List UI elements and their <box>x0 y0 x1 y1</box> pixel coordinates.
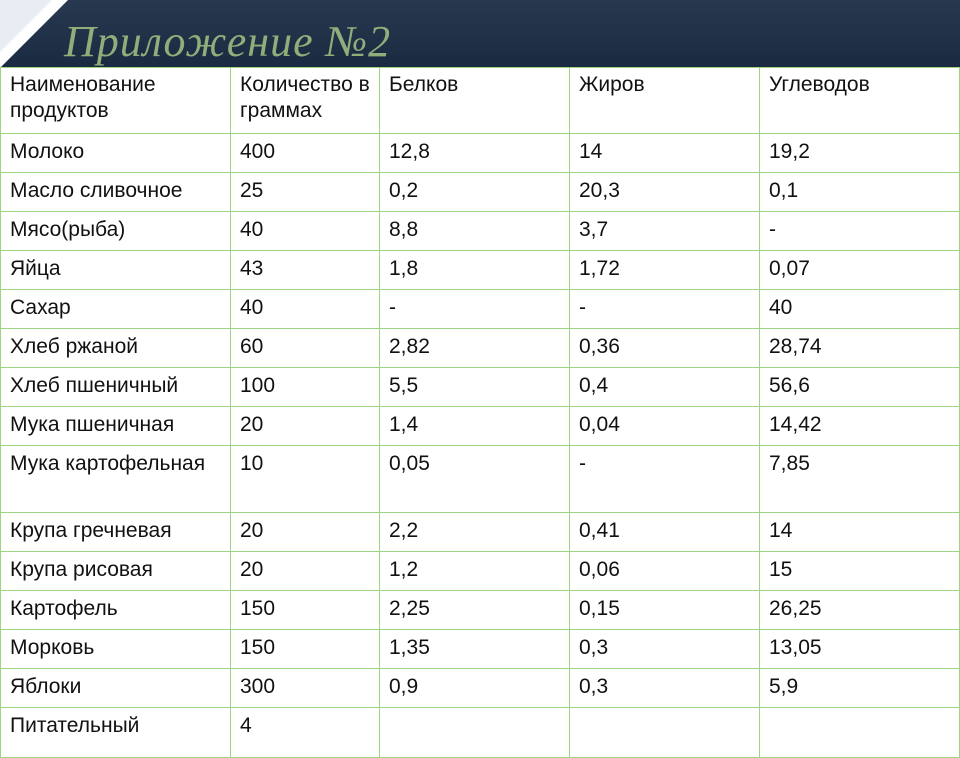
cell-carbs <box>760 708 960 758</box>
cell-product: Картофель <box>1 591 231 630</box>
cell-fats: 0,06 <box>570 552 760 591</box>
cell-proteins: 2,82 <box>380 329 570 368</box>
cell-carbs: - <box>760 212 960 251</box>
header-corner-fold <box>0 0 52 52</box>
cell-carbs: 5,9 <box>760 669 960 708</box>
cell-fats: 0,3 <box>570 669 760 708</box>
cell-quantity: 4 <box>231 708 380 758</box>
cell-quantity: 40 <box>231 212 380 251</box>
cell-product: Яйца <box>1 251 231 290</box>
cell-carbs: 40 <box>760 290 960 329</box>
cell-fats: 1,72 <box>570 251 760 290</box>
cell-carbs: 15 <box>760 552 960 591</box>
cell-quantity: 100 <box>231 368 380 407</box>
nutrition-table <box>0 67 960 758</box>
cell-proteins: 1,4 <box>380 407 570 446</box>
cell-proteins: 1,35 <box>380 630 570 669</box>
header-fats: Жиров <box>570 68 760 134</box>
cell-product: Хлеб пшеничный <box>1 368 231 407</box>
table-row <box>1 446 960 513</box>
cell-carbs: 13,05 <box>760 630 960 669</box>
header-carbs: Углеводов <box>760 68 960 134</box>
cell-fats: 3,7 <box>570 212 760 251</box>
cell-fats: 0,4 <box>570 368 760 407</box>
cell-proteins: 1,8 <box>380 251 570 290</box>
cell-fats: 0,36 <box>570 329 760 368</box>
cell-proteins: 12,8 <box>380 134 570 173</box>
cell-proteins: 5,5 <box>380 368 570 407</box>
slide-header <box>0 0 960 68</box>
cell-product: Хлеб ржаной <box>1 329 231 368</box>
cell-fats: 0,3 <box>570 630 760 669</box>
cell-carbs: 26,25 <box>760 591 960 630</box>
table-row <box>1 290 960 329</box>
cell-proteins: 0,9 <box>380 669 570 708</box>
cell-quantity: 43 <box>231 251 380 290</box>
cell-carbs: 56,6 <box>760 368 960 407</box>
table-header-row <box>1 68 960 134</box>
cell-proteins: - <box>380 290 570 329</box>
cell-carbs: 14 <box>760 513 960 552</box>
cell-product: Крупа рисовая <box>1 552 231 591</box>
cell-product: Масло сливочное <box>1 173 231 212</box>
cell-carbs: 14,42 <box>760 407 960 446</box>
table-row <box>1 591 960 630</box>
cell-quantity: 20 <box>231 407 380 446</box>
cell-carbs: 28,74 <box>760 329 960 368</box>
table-row <box>1 669 960 708</box>
cell-fats: 0,15 <box>570 591 760 630</box>
cell-product: Мука картофельная <box>1 446 231 513</box>
slide-title: Приложение №2 <box>64 17 392 66</box>
header-quantity: Количество в граммах <box>231 68 380 134</box>
cell-quantity: 10 <box>231 446 380 513</box>
cell-proteins: 2,2 <box>380 513 570 552</box>
table-row <box>1 251 960 290</box>
table-body <box>1 134 960 758</box>
cell-fats: 0,41 <box>570 513 760 552</box>
cell-proteins: 2,25 <box>380 591 570 630</box>
cell-fats <box>570 708 760 758</box>
header-product-name: Наименование продуктов <box>1 68 231 134</box>
cell-proteins <box>380 708 570 758</box>
cell-fats: 14 <box>570 134 760 173</box>
cell-proteins: 8,8 <box>380 212 570 251</box>
table-row <box>1 513 960 552</box>
cell-proteins: 0,05 <box>380 446 570 513</box>
cell-proteins: 0,2 <box>380 173 570 212</box>
cell-product: Сахар <box>1 290 231 329</box>
cell-quantity: 400 <box>231 134 380 173</box>
cell-product: Крупа гречневая <box>1 513 231 552</box>
table-row <box>1 630 960 669</box>
cell-quantity: 20 <box>231 513 380 552</box>
cell-quantity: 40 <box>231 290 380 329</box>
cell-quantity: 150 <box>231 591 380 630</box>
cell-carbs: 0,07 <box>760 251 960 290</box>
cell-quantity: 150 <box>231 630 380 669</box>
cell-fats: 20,3 <box>570 173 760 212</box>
table-row <box>1 212 960 251</box>
cell-product: Мука пшеничная <box>1 407 231 446</box>
cell-proteins: 1,2 <box>380 552 570 591</box>
table-row <box>1 173 960 212</box>
cell-carbs: 0,1 <box>760 173 960 212</box>
cell-fats: 0,04 <box>570 407 760 446</box>
header-proteins: Белков <box>380 68 570 134</box>
cell-quantity: 20 <box>231 552 380 591</box>
table-row <box>1 407 960 446</box>
cell-carbs: 19,2 <box>760 134 960 173</box>
cell-fats: - <box>570 446 760 513</box>
cell-product: Питательный <box>1 708 231 758</box>
table-row <box>1 552 960 591</box>
cell-product: Морковь <box>1 630 231 669</box>
cell-product: Яблоки <box>1 669 231 708</box>
table-row <box>1 134 960 173</box>
cell-quantity: 60 <box>231 329 380 368</box>
cell-quantity: 25 <box>231 173 380 212</box>
cell-fats: - <box>570 290 760 329</box>
table-row <box>1 368 960 407</box>
cell-carbs: 7,85 <box>760 446 960 513</box>
nutrition-table-container <box>0 67 960 758</box>
cell-quantity: 300 <box>231 669 380 708</box>
cell-product: Мясо(рыба) <box>1 212 231 251</box>
table-row <box>1 708 960 758</box>
table-row <box>1 329 960 368</box>
cell-product: Молоко <box>1 134 231 173</box>
